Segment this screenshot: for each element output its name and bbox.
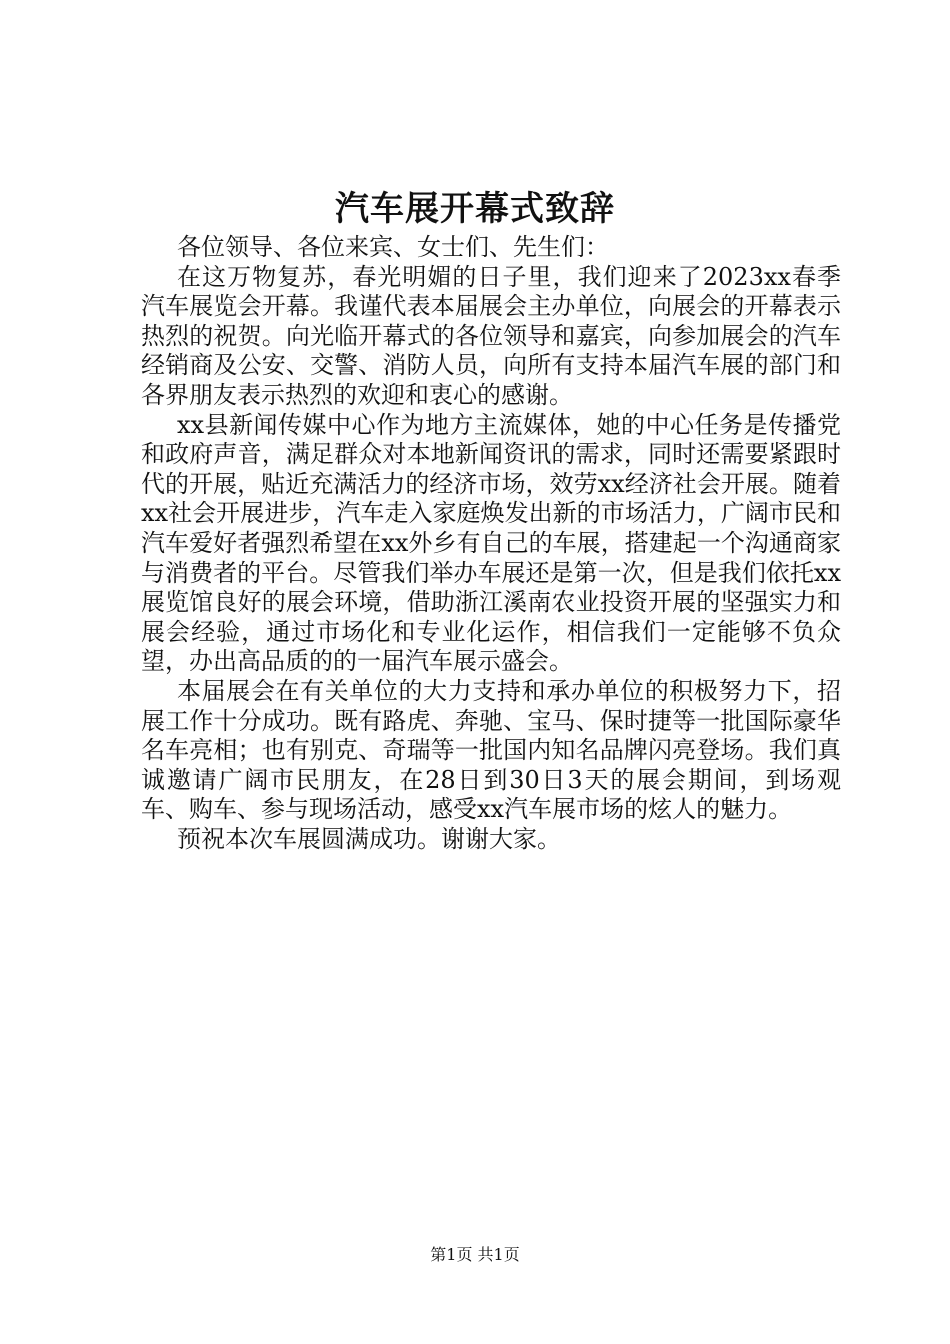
closing-paragraph: 预祝本次车展圆满成功。谢谢大家。 — [177, 824, 561, 853]
document-body — [141, 233, 841, 854]
salutation-paragraph: 各位领导、各位来宾、女士们、先生们： — [177, 233, 609, 261]
exhibition-paragraph: 本届展会在有关单位的大力支持和承办单位的积极努力下，招展工作十分成功。既有路虎、奔驰、宝马、保时捷等一批国际豪华名车亮相；也有别克、奇瑞等一批国内知名品牌闪亮登场。我们真诚邀请广阔市民朋友，在28日到30日3天的展会期间，到场观车、购车、参与现场活动，感受xx汽车展市场的炫人的魅力。 — [141, 676, 841, 824]
opening-paragraph: 在这万物复苏，春光明媚的日子里，我们迎来了2023xx春季汽车展览会开幕。我谨代表本届展会主办单位，向展会的开幕表示热烈的祝贺。向光临开幕式的各位领导和嘉宾，向参加展会的汽车经销商及公安、交警、消防人员，向所有支持本届汽车展的部门和各界朋友表示热烈的欢迎和衷心的感谢。 — [141, 262, 841, 409]
media-center-paragraph: xx县新闻传媒中心作为地方主流媒体，她的中心任务是传播党和政府声音，满足群众对本地新闻资讯的需求，同时还需要紧跟时代的开展，贴近充满活力的经济市场，效劳xx经济社会开展。随着xx社会开展进步，汽车走入家庭焕发出新的市场活力，广阔市民和汽车爱好者强烈希望在xx外乡有自己的车展，搭建起一个沟通商家与消费者的平台。尽管我们举办车展还是第一次，但是我们依托xx展览馆良好的展会环境，借助浙江溪南农业投资开展的坚强实力和展会经验，通过市场化和专业化运作，相信我们一定能够不负众望，办出高品质的的一届汽车展示盛会。 — [141, 410, 841, 676]
page-footer: 第1页 共1页 — [430, 1245, 520, 1264]
document-title: 汽车展开幕式致辞 — [335, 189, 615, 229]
